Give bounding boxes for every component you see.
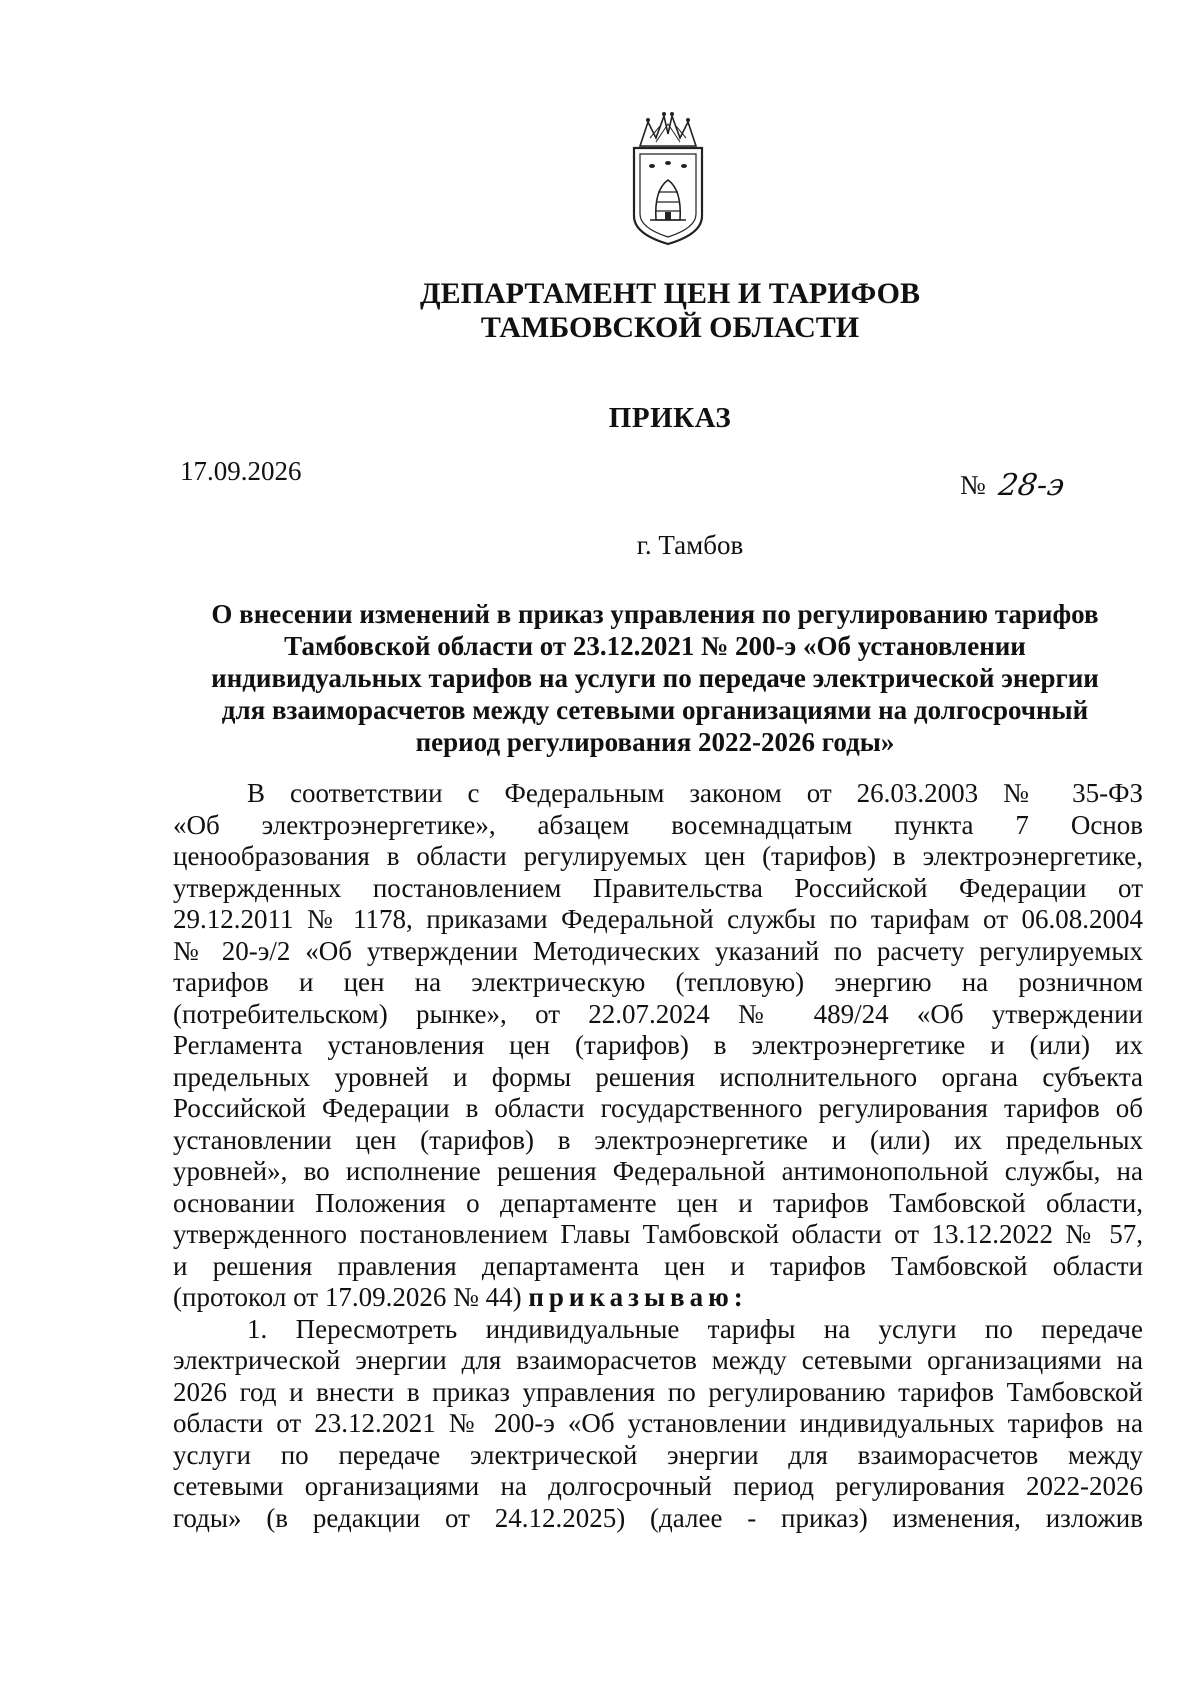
body-line: годы» (в редакции от 24.12.2025) (далее - приказ) изменения, изложив	[173, 1502, 1143, 1533]
subject-line: индивидуальных тарифов на услуги по передаче электрической энергии	[211, 663, 1099, 693]
subject-line: для взаиморасчетов между сетевыми организациями на долгосрочный	[221, 695, 1089, 725]
order-date: 17.09.2026	[180, 456, 302, 486]
body-line: тарифов и цен на электрическую (тепловую) энергию на розничном	[173, 967, 1143, 997]
body-line: области от 23.12.2021 № 200-э «Об установлении индивидуальных тарифов на	[173, 1408, 1143, 1438]
body-line: установлении цен (тарифов) в электроэнергетике и (или) их предельных	[173, 1124, 1143, 1155]
body-line: предельных уровней и формы решения исполнительного органа субъекта	[173, 1061, 1143, 1092]
body-line: утвержденного постановлением Главы Тамбовской области от 13.12.2022 № 57,	[173, 1219, 1143, 1249]
subject-line: О внесении изменений в приказ управления по регулированию тарифов	[211, 599, 1099, 629]
body-line: 29.12.2011 № 1178, приказами Федеральной службы по тарифам от 06.08.2004	[173, 904, 1143, 934]
department-name-line2: ТАМБОВСКОЙ ОБЛАСТИ	[480, 311, 860, 344]
handwritten-order-number: 28-э	[996, 468, 1067, 504]
coat-of-arms-emblem	[620, 108, 716, 248]
body-line: № 20-э/2 «Об утверждении Методических указаний по расчету регулируемых	[173, 935, 1143, 966]
order-word: приказываю:	[528, 1282, 748, 1312]
body-line: (потребительском) рынке», от 22.07.2024 № 489/24 «Об утверждении	[173, 998, 1143, 1029]
protocol-reference: (протокол от 17.09.2026 № 44)	[173, 1282, 522, 1312]
document-type-title: ПРИКАЗ	[608, 402, 732, 434]
body-line: Российской Федерации в области государственного регулирования тарифов об	[173, 1093, 1143, 1123]
body-line: Регламента установления цен (тарифов) в электроэнергетике и (или) их	[173, 1030, 1143, 1060]
number-sign: №	[960, 470, 986, 501]
body-line: услуги по передаче электрической энергии для взаиморасчетов между	[173, 1439, 1143, 1470]
body-line: 2026 год и внести в приказ управления по регулированию тарифов Тамбовской	[173, 1376, 1143, 1407]
body-line: 1. Пересмотреть индивидуальные тарифы на услуги по передаче	[247, 1313, 1143, 1344]
department-name-line1: ДЕПАРТАМЕНТ ЦЕН И ТАРИФОВ	[419, 277, 921, 310]
order-body	[173, 778, 1143, 1534]
body-line: электрической энергии для взаиморасчетов между сетевыми организациями на	[173, 1345, 1143, 1375]
body-line: В соответствии с Федеральным законом от 26.03.2003 № 35-ФЗ	[247, 778, 1143, 808]
body-line: ценообразования в области регулируемых цен (тарифов) в электроэнергетике,	[173, 841, 1143, 871]
body-line: сетевыми организациями на долгосрочный период регулирования 2022-2026	[173, 1471, 1143, 1501]
body-line: и решения правления департамента цен и тарифов Тамбовской области	[173, 1250, 1143, 1281]
body-line: «Об электроэнергетике», абзацем восемнадцатым пункта 7 Основ	[173, 809, 1143, 840]
order-number	[960, 468, 1067, 504]
subject-line: Тамбовской области от 23.12.2021 № 200-э «Об установлении	[284, 631, 1026, 661]
body-line: основании Положения о департаменте цен и тарифов Тамбовской области,	[173, 1187, 1143, 1218]
body-line: утвержденных постановлением Правительства Российской Федерации от	[173, 872, 1143, 903]
city-line: г. Тамбов	[636, 530, 744, 560]
subject-line: период регулирования 2022-2026 годы»	[415, 727, 895, 757]
order-subject	[170, 598, 1140, 758]
body-line	[173, 1282, 1143, 1314]
body-line: уровней», во исполнение решения Федеральной антимонопольной службы, на	[173, 1156, 1143, 1186]
